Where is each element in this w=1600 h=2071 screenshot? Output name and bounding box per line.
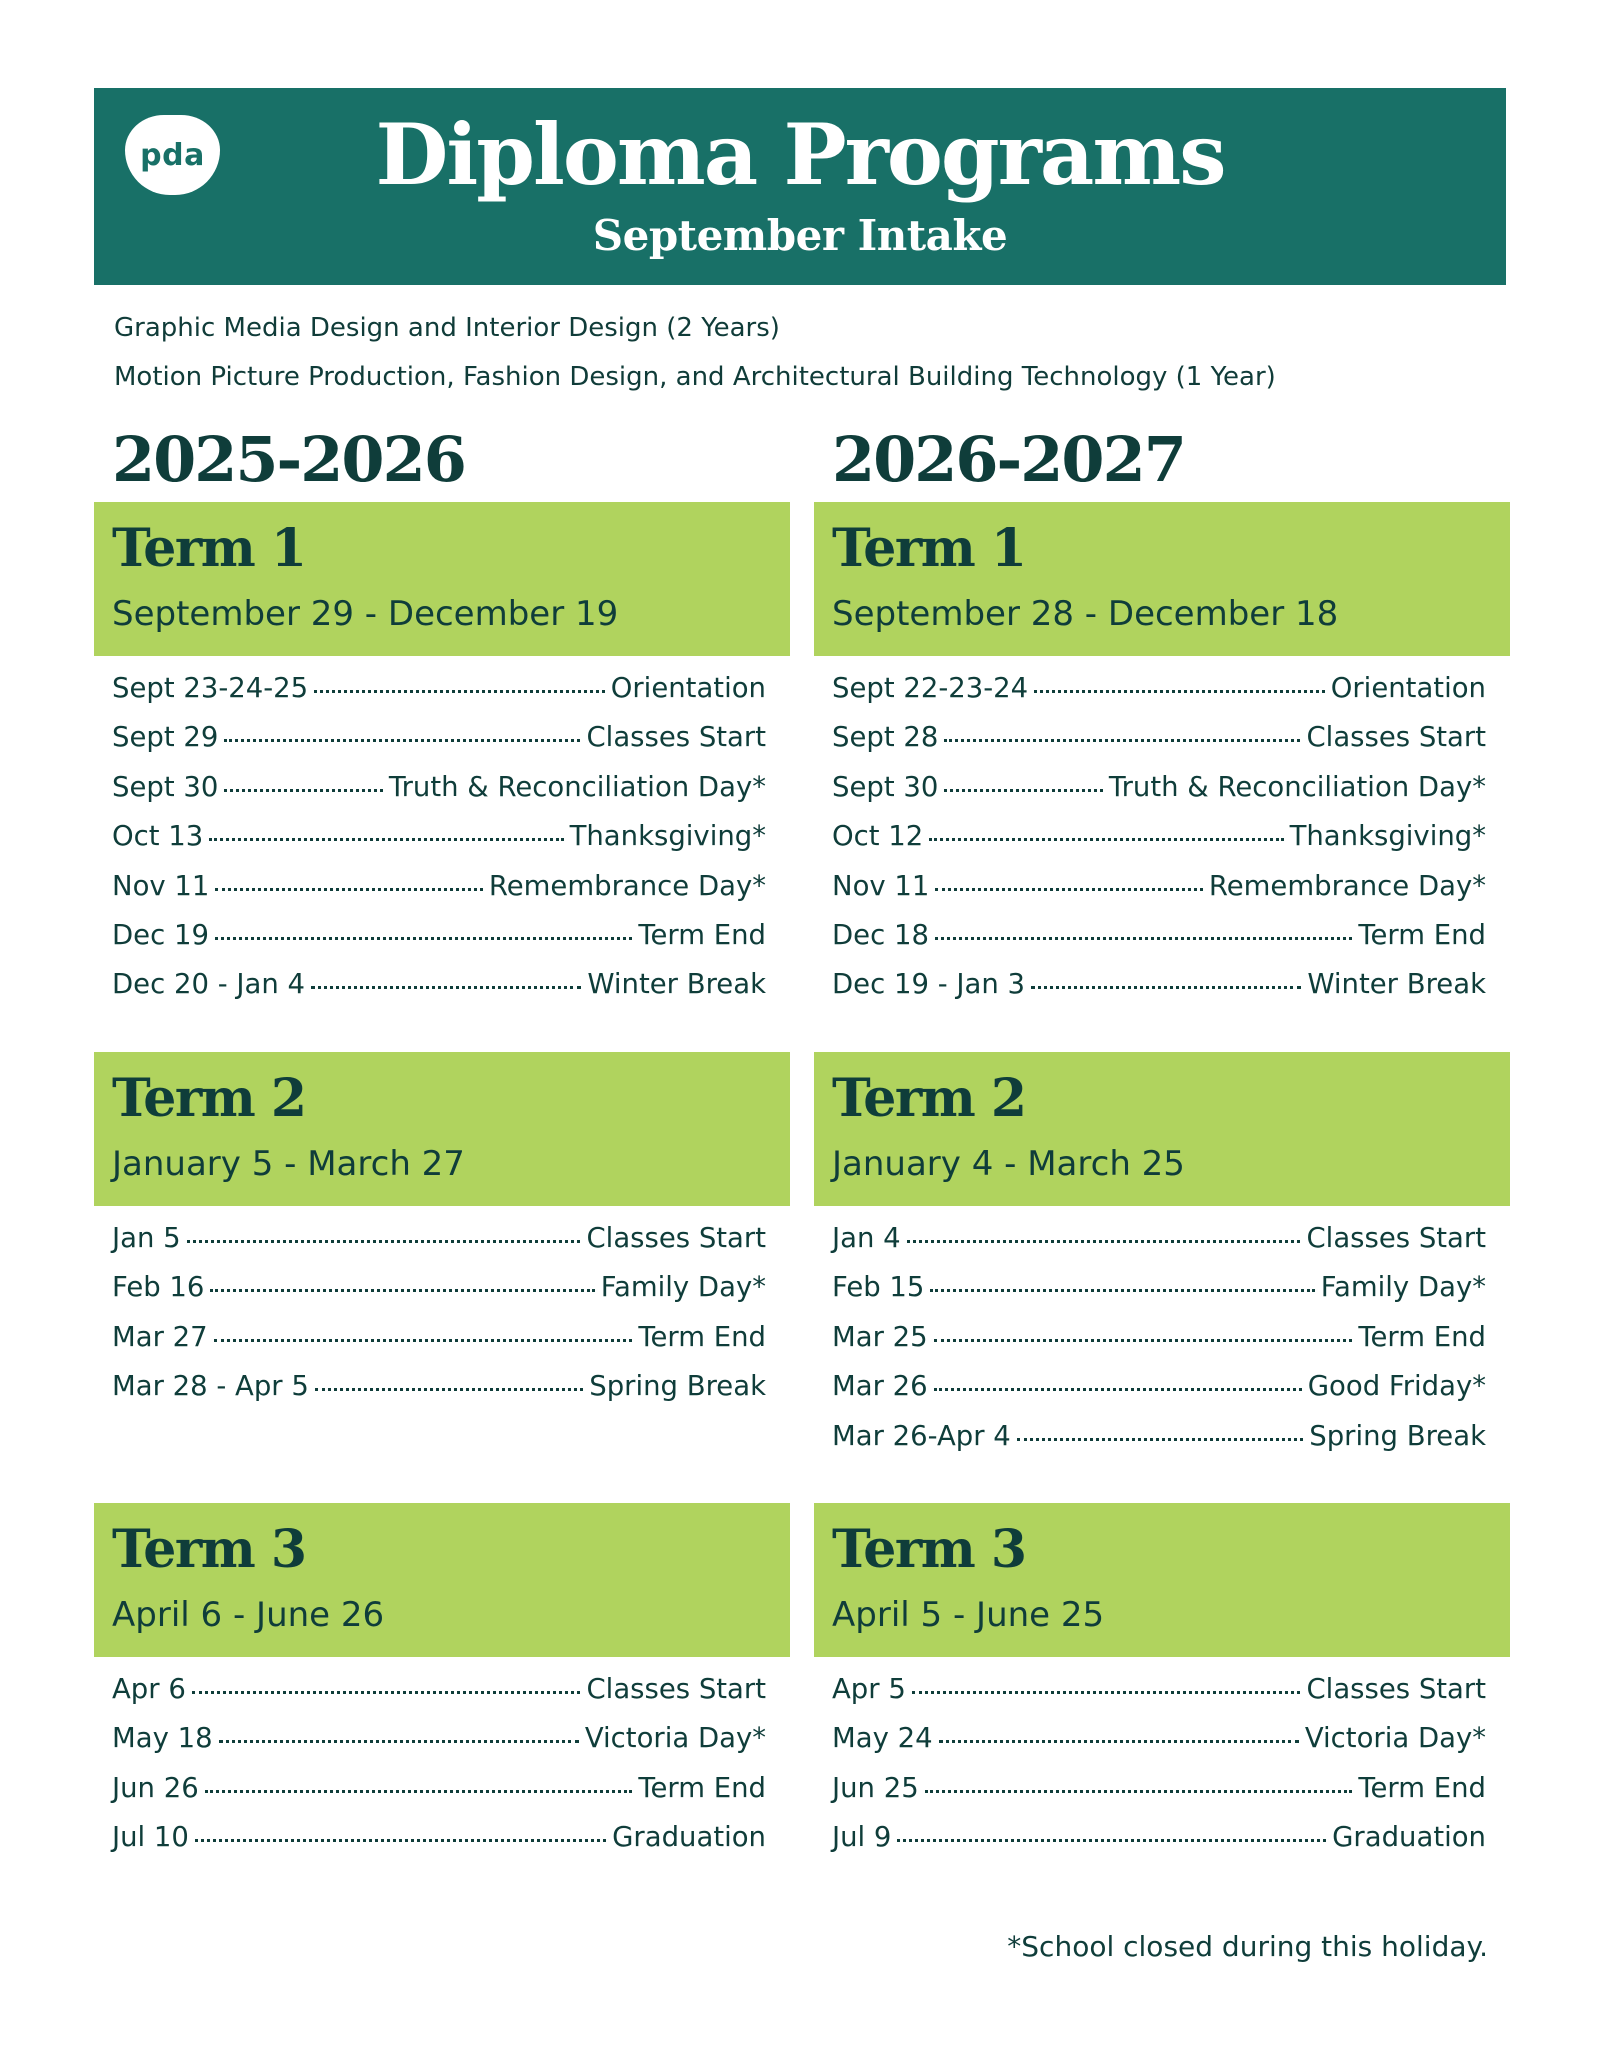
dot-leader bbox=[907, 1239, 1301, 1243]
holiday-footnote: *School closed during this holiday. bbox=[1007, 1930, 1488, 1963]
term-name: Term 1 bbox=[832, 518, 1026, 579]
event-date: Oct 13 bbox=[112, 820, 204, 853]
event-row bbox=[814, 820, 1510, 869]
event-date: Dec 19 - Jan 3 bbox=[832, 968, 1025, 1001]
event-label: Classes Start bbox=[1306, 1222, 1486, 1254]
event-row bbox=[814, 1772, 1510, 1821]
event-date: Dec 18 bbox=[832, 918, 929, 951]
dot-leader bbox=[929, 837, 1283, 841]
dot-leader bbox=[195, 1838, 606, 1842]
event-list bbox=[814, 1206, 1510, 1469]
term-name: Term 2 bbox=[832, 1068, 1026, 1129]
term-header bbox=[814, 1052, 1510, 1206]
term-date-range: September 29 - December 19 bbox=[112, 594, 619, 634]
event-label: Term End bbox=[1358, 1320, 1486, 1353]
dot-leader bbox=[192, 1690, 581, 1694]
event-list bbox=[814, 656, 1510, 1018]
event-label: Graduation bbox=[1332, 1821, 1486, 1854]
program-line: Motion Picture Production, Fashion Design, and Architectural Building Technology (1 Year) bbox=[114, 362, 1276, 392]
term-date-range: September 28 - December 18 bbox=[832, 594, 1339, 634]
event-label: Classes Start bbox=[1306, 721, 1486, 754]
event-date: Sept 30 bbox=[832, 770, 939, 803]
term-section bbox=[814, 1503, 1510, 1871]
event-row bbox=[814, 919, 1510, 968]
event-row bbox=[94, 1821, 790, 1870]
event-row bbox=[94, 1271, 790, 1320]
event-row bbox=[94, 870, 790, 919]
event-date: Jan 5 bbox=[112, 1222, 181, 1254]
term-date-range: April 6 - June 26 bbox=[112, 1595, 385, 1635]
term-date-range: January 4 - March 25 bbox=[832, 1144, 1185, 1184]
event-label: Orientation bbox=[1330, 672, 1486, 704]
dot-leader bbox=[935, 936, 1352, 940]
term-section bbox=[814, 502, 1510, 1018]
event-date: Mar 26 bbox=[832, 1370, 928, 1403]
dot-leader bbox=[930, 1288, 1314, 1292]
event-list bbox=[94, 1657, 790, 1871]
dot-leader bbox=[224, 788, 382, 792]
event-label: Family Day* bbox=[1320, 1271, 1486, 1304]
dot-leader bbox=[187, 1239, 581, 1243]
event-date: Sept 22-23-24 bbox=[832, 672, 1029, 704]
event-date: Jun 26 bbox=[112, 1771, 199, 1804]
event-row bbox=[94, 672, 790, 721]
event-row bbox=[94, 1673, 790, 1722]
term-date-range: January 5 - March 27 bbox=[112, 1144, 465, 1184]
dot-leader bbox=[311, 985, 581, 989]
event-date: Oct 12 bbox=[832, 820, 924, 853]
term-section bbox=[94, 1052, 790, 1420]
event-label: Winter Break bbox=[587, 968, 766, 1001]
event-row bbox=[94, 820, 790, 869]
dot-leader bbox=[934, 1338, 1353, 1342]
event-date: Jul 10 bbox=[112, 1821, 189, 1854]
dot-leader bbox=[934, 1387, 1302, 1391]
dot-leader bbox=[944, 738, 1300, 742]
dot-leader bbox=[215, 887, 482, 891]
dot-leader bbox=[939, 1739, 1299, 1743]
dot-leader bbox=[935, 887, 1202, 891]
event-label: Thanksgiving* bbox=[1289, 820, 1486, 853]
program-line: Graphic Media Design and Interior Design (2 Years) bbox=[114, 313, 780, 343]
event-date: Nov 11 bbox=[112, 869, 210, 902]
dot-leader bbox=[314, 689, 605, 693]
event-row bbox=[94, 771, 790, 820]
event-date: Sept 30 bbox=[112, 770, 219, 803]
event-list bbox=[814, 1657, 1510, 1871]
dot-leader bbox=[214, 1338, 633, 1342]
event-row bbox=[814, 721, 1510, 770]
event-list bbox=[94, 1206, 790, 1420]
event-label: Graduation bbox=[612, 1821, 766, 1854]
event-date: Mar 28 - Apr 5 bbox=[112, 1370, 309, 1403]
event-row bbox=[814, 771, 1510, 820]
term-section bbox=[94, 502, 790, 1018]
event-row bbox=[94, 1222, 790, 1271]
term-name: Term 2 bbox=[112, 1068, 306, 1129]
event-row bbox=[814, 1821, 1510, 1870]
event-label: Classes Start bbox=[586, 721, 766, 754]
event-list bbox=[94, 656, 790, 1018]
event-date: Nov 11 bbox=[832, 869, 930, 902]
event-label: Family Day* bbox=[600, 1271, 766, 1304]
term-name: Term 3 bbox=[112, 1519, 306, 1580]
event-label: Orientation bbox=[610, 672, 766, 704]
dot-leader bbox=[205, 1789, 633, 1793]
dot-leader bbox=[215, 936, 632, 940]
event-row bbox=[94, 968, 790, 1017]
event-date: Jul 9 bbox=[832, 1821, 892, 1854]
term-section bbox=[94, 1503, 790, 1871]
event-date: Mar 26-Apr 4 bbox=[832, 1419, 1011, 1452]
program-list bbox=[114, 304, 1276, 402]
event-row bbox=[94, 1772, 790, 1821]
event-label: Spring Break bbox=[589, 1370, 766, 1403]
dot-leader bbox=[1034, 689, 1325, 693]
event-date: Dec 19 bbox=[112, 918, 209, 951]
event-date: Apr 6 bbox=[112, 1673, 186, 1705]
event-date: Sept 23-24-25 bbox=[112, 672, 309, 704]
event-label: Classes Start bbox=[1306, 1673, 1486, 1705]
event-date: Jan 4 bbox=[832, 1222, 901, 1254]
dot-leader bbox=[897, 1838, 1326, 1842]
dot-leader bbox=[210, 1288, 594, 1292]
event-date: Dec 20 - Jan 4 bbox=[112, 968, 305, 1001]
term-header bbox=[94, 1052, 790, 1206]
year-heading: 2026-2027 bbox=[832, 423, 1185, 496]
event-row bbox=[814, 1420, 1510, 1469]
dot-leader bbox=[925, 1789, 1353, 1793]
event-date: Sept 28 bbox=[832, 721, 939, 754]
event-date: Feb 16 bbox=[112, 1271, 205, 1304]
event-label: Classes Start bbox=[586, 1222, 766, 1254]
term-section bbox=[814, 1052, 1510, 1469]
page-subtitle: September Intake bbox=[592, 211, 1008, 260]
dot-leader bbox=[219, 1739, 579, 1743]
logo-text: pda bbox=[140, 137, 205, 173]
event-date: Mar 27 bbox=[112, 1320, 208, 1353]
event-row bbox=[814, 1321, 1510, 1370]
event-date: Feb 15 bbox=[832, 1271, 925, 1304]
event-row bbox=[814, 1271, 1510, 1320]
event-row bbox=[814, 870, 1510, 919]
event-label: Spring Break bbox=[1309, 1419, 1486, 1452]
dot-leader bbox=[1017, 1437, 1304, 1441]
event-label: Classes Start bbox=[586, 1673, 766, 1705]
event-label: Truth & Reconciliation Day* bbox=[388, 770, 766, 803]
dot-leader bbox=[224, 738, 580, 742]
dot-leader bbox=[315, 1387, 583, 1391]
event-row bbox=[94, 1722, 790, 1771]
dot-leader bbox=[209, 837, 563, 841]
term-date-range: April 5 - June 25 bbox=[832, 1595, 1105, 1635]
event-row bbox=[94, 1321, 790, 1370]
page-title: Diploma Programs bbox=[375, 105, 1225, 204]
event-date: May 24 bbox=[832, 1722, 933, 1755]
event-label: Winter Break bbox=[1307, 968, 1486, 1001]
event-label: Remembrance Day* bbox=[488, 869, 766, 902]
event-label: Good Friday* bbox=[1307, 1370, 1486, 1403]
event-row bbox=[814, 672, 1510, 721]
term-header bbox=[94, 502, 790, 656]
event-row bbox=[94, 1370, 790, 1419]
year-heading: 2025-2026 bbox=[112, 423, 465, 496]
header-banner bbox=[94, 88, 1506, 285]
event-label: Term End bbox=[638, 1771, 766, 1804]
event-label: Thanksgiving* bbox=[569, 820, 766, 853]
event-label: Term End bbox=[638, 918, 766, 951]
event-row bbox=[94, 721, 790, 770]
event-label: Term End bbox=[1358, 1771, 1486, 1804]
event-row bbox=[814, 1722, 1510, 1771]
dot-leader bbox=[944, 788, 1102, 792]
term-header bbox=[814, 1503, 1510, 1657]
event-label: Remembrance Day* bbox=[1208, 869, 1486, 902]
event-row bbox=[814, 1222, 1510, 1271]
event-date: Mar 25 bbox=[832, 1320, 928, 1353]
dot-leader bbox=[912, 1690, 1301, 1694]
event-label: Victoria Day* bbox=[584, 1722, 766, 1755]
event-row bbox=[814, 1370, 1510, 1419]
event-label: Truth & Reconciliation Day* bbox=[1108, 770, 1486, 803]
event-row bbox=[814, 1673, 1510, 1722]
term-name: Term 3 bbox=[832, 1519, 1026, 1580]
event-label: Term End bbox=[1358, 918, 1486, 951]
term-header bbox=[814, 502, 1510, 656]
event-label: Victoria Day* bbox=[1304, 1722, 1486, 1755]
event-date: Jun 25 bbox=[832, 1771, 919, 1804]
event-label: Term End bbox=[638, 1320, 766, 1353]
event-date: Sept 29 bbox=[112, 721, 219, 754]
term-header bbox=[94, 1503, 790, 1657]
dot-leader bbox=[1031, 985, 1301, 989]
event-date: May 18 bbox=[112, 1722, 213, 1755]
event-row bbox=[814, 968, 1510, 1017]
event-row bbox=[94, 919, 790, 968]
event-date: Apr 5 bbox=[832, 1673, 906, 1705]
term-name: Term 1 bbox=[112, 518, 306, 579]
